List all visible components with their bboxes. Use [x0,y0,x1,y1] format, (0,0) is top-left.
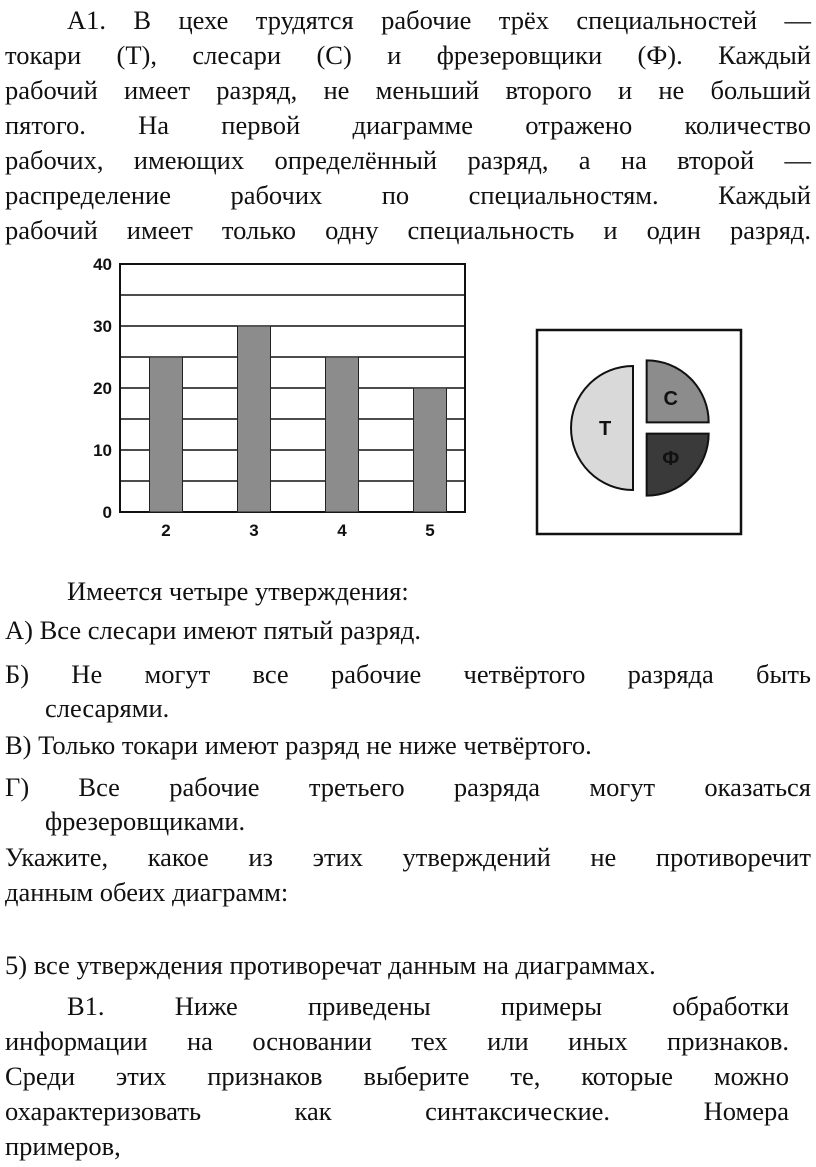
statement-g-line-1: Г) Все рабочие третьего разряда могут оказаться [5,772,811,802]
pie-slice-label: Т [598,418,612,440]
b1-line-3: Среди этих признаков выберите те, которые можно [5,1061,789,1091]
b1-line-2: информации на основании тех или иных признаков. [5,1026,789,1056]
statements-intro: Имеется четыре утверждения: [67,576,409,606]
pie-chart-frame [537,330,741,534]
bar-chart [80,252,480,547]
bar-y-tick-label: 10 [93,441,112,460]
bar-x-tick-label: 2 [161,521,171,540]
bar-5 [414,388,447,512]
question-line-2: данным обеих диаграмм: [5,877,289,907]
bar-y-tick-label: 0 [102,503,112,522]
bar-2 [150,357,183,512]
bar-3 [238,326,271,512]
bar-y-tick-label: 30 [93,317,112,336]
a1-line-3: рабочий имеет разряд, не меньший второго и не больший [5,75,811,105]
a1-line-2: токари (Т), слесари (С) и фрезеровщики (Ф). Каждый [5,40,811,70]
bar-x-tick-label: 4 [337,521,347,540]
a1-line-1: А1. В цехе трудятся рабочие трёх специальностей — [67,5,811,35]
a1-line-7: рабочий имеет только одну специальность и один разряд. [5,215,811,245]
a1-line-5: рабочих, имеющих определённый разряд, а на второй — [5,145,811,175]
statement-b-line-1: Б) Не могут все рабочие четвёртого разряда быть [5,659,811,689]
a1-line-6: распределение рабочих по специальностям. Каждый [5,180,811,210]
b1-line-1: В1. Ниже приведены примеры обработки [67,991,789,1021]
b1-line-4: охарактеризовать как синтаксические. Номера [5,1096,789,1126]
bar-x-tick-label: 3 [249,521,259,540]
statement-b-line-2: слесарями. [45,693,170,723]
question-line-1: Укажите, какое из этих утверждений не противоречит [5,842,811,872]
statement-g-line-2: фрезеровщиками. [45,806,246,836]
statement-v: В) Только токари имеют разряд не ниже четвёртого. [5,730,592,760]
bar-y-tick-label: 40 [93,255,112,274]
b1-line-5: примеров, [5,1131,121,1161]
statement-a: А) Все слесари имеют пятый разряд. [5,615,422,645]
pie-chart [535,328,747,540]
bar-4 [326,357,359,512]
bar-x-tick-label: 5 [425,521,435,540]
pie-slice-label: Ф [662,447,680,470]
answer-option-5: 5) все утверждения противоречат данным на диаграммах. [5,950,656,980]
bar-y-tick-label: 20 [93,379,112,398]
a1-line-4: пятого. На первой диаграмме отражено количество [5,110,811,140]
pie-slice-label: С [663,388,678,411]
